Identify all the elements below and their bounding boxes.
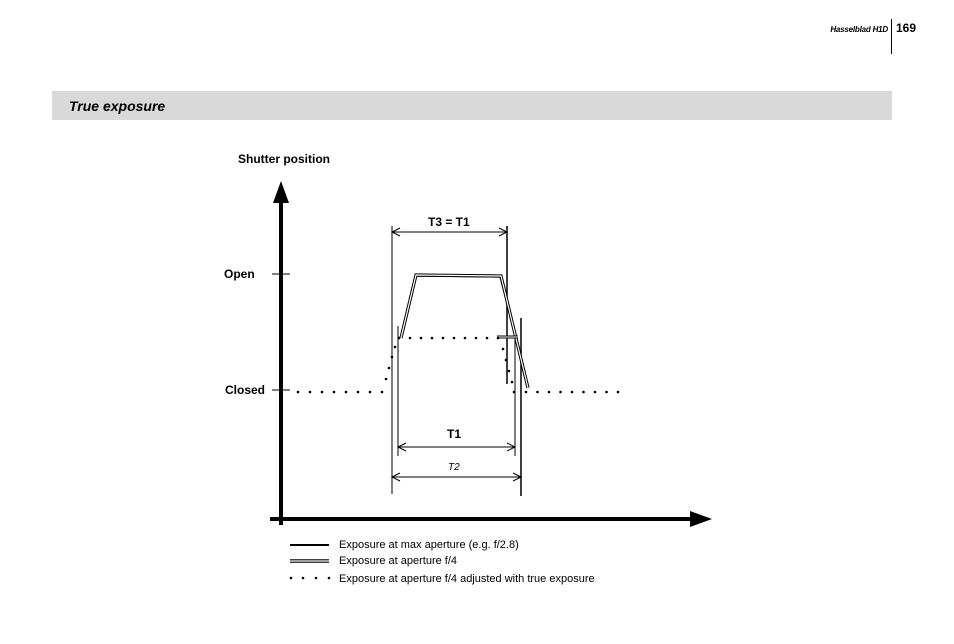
page-number: 169	[896, 21, 917, 35]
legend-dotted-sample	[290, 577, 331, 580]
dotted-curve-point	[381, 391, 384, 394]
dotted-curve-point	[475, 337, 478, 340]
dotted-curve-point	[442, 337, 445, 340]
dotted-curve-point	[502, 348, 505, 351]
closed-label: Closed	[225, 383, 266, 397]
dotted-curve-point	[571, 391, 574, 394]
dotted-curve-point	[594, 391, 597, 394]
section-title: True exposure	[69, 98, 166, 114]
dotted-curve-point	[369, 391, 372, 394]
legend-label-double: Exposure at aperture f/4	[339, 555, 458, 567]
dotted-curve-point	[333, 391, 336, 394]
dotted-curve-point	[394, 346, 397, 349]
y-axis-label: Shutter position	[238, 152, 330, 166]
curve-f4-true-exposure	[297, 337, 620, 394]
legend	[290, 539, 595, 585]
dotted-curve-point	[453, 337, 456, 340]
legend-dot	[302, 577, 305, 580]
dotted-curve-point	[617, 391, 620, 394]
dotted-curve-point	[388, 367, 391, 370]
dotted-curve-point	[605, 391, 608, 394]
dotted-curve-point	[464, 337, 467, 340]
dotted-curve-point	[409, 337, 412, 340]
dotted-curve-point	[321, 391, 324, 394]
dotted-curve-point	[513, 391, 516, 394]
t2-label: T2	[448, 462, 460, 473]
dotted-curve-point	[525, 391, 528, 394]
y-axis-arrowhead	[273, 181, 289, 203]
t3-label: T3 = T1	[428, 215, 470, 229]
dotted-curve-point	[486, 337, 489, 340]
dotted-curve-point	[420, 337, 423, 340]
dotted-curve-point	[357, 391, 360, 394]
dotted-curve-point	[548, 391, 551, 394]
legend-label-dotted: Exposure at aperture f/4 adjusted with true exposure	[339, 573, 595, 585]
dotted-curve-point	[497, 337, 500, 340]
dotted-curve-point	[385, 378, 388, 381]
dotted-curve-point	[309, 391, 312, 394]
legend-dot	[328, 577, 331, 580]
dotted-curve-point	[391, 356, 394, 359]
legend-label-solid: Exposure at max aperture (e.g. f/2.8)	[339, 539, 519, 551]
t1-label: T1	[447, 427, 462, 441]
dotted-curve-point	[559, 391, 562, 394]
dotted-curve-point	[511, 381, 514, 384]
x-axis-arrowhead	[690, 511, 712, 527]
legend-dot	[315, 577, 318, 580]
curve-max-aperture	[401, 276, 516, 336]
dotted-curve-point	[431, 337, 434, 340]
dotted-curve-point	[536, 391, 539, 394]
dotted-curve-point	[505, 359, 508, 362]
dotted-curve-point	[582, 391, 585, 394]
header-brand: Hasselblad H1D	[830, 25, 888, 34]
dotted-curve-point	[345, 391, 348, 394]
dotted-curve-point	[297, 391, 300, 394]
dotted-curve-point	[508, 370, 511, 373]
open-label: Open	[224, 267, 255, 281]
dotted-curve-point	[398, 337, 401, 340]
legend-dot	[290, 577, 293, 580]
